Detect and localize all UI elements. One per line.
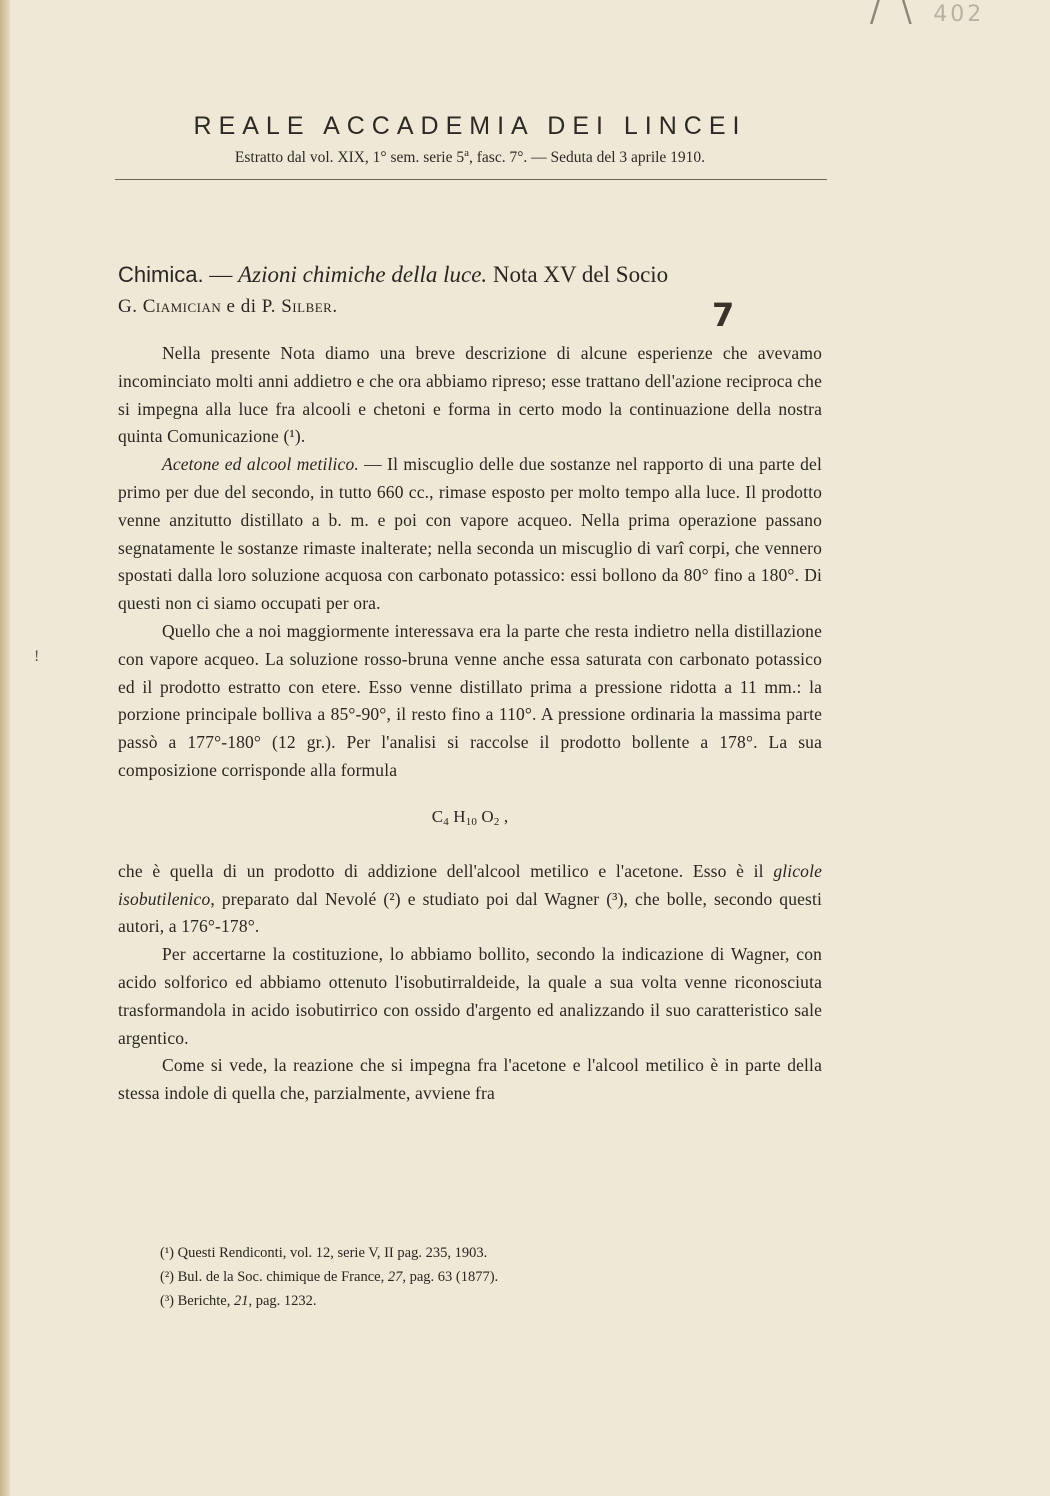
corner-number: 402 <box>933 2 985 27</box>
author-conjunction: e di P. <box>226 296 276 317</box>
note-label: Nota XV del Socio <box>492 262 669 287</box>
paragraph-1: Nella presente Nota diamo una breve descrizione di alcune esperienze che avevamo incominciato molti anni addietro e che ora abbiamo ripreso; esse trattano dell'azione reciproca che si impegna alla luce fra alcooli e chetoni e forma in certo modo la continuazione della nostra quinta Comunicazione (¹). <box>118 343 822 447</box>
page-edge <box>0 0 10 1496</box>
author-silber: Silber. <box>281 296 338 317</box>
corner-mark: / \ <box>870 0 918 29</box>
title-dash: — <box>209 262 233 287</box>
article-subject: Azioni chimiche della luce. <box>238 262 488 287</box>
paragraph-2-text: — Il miscuglio delle due sostanze nel rapporto di una parte del primo per due del secondo, in tutto 660 cc., rimase esposto per molto tempo alla luce. Il prodotto venne anzitutto distillato a b. m. e poi con vapore acqueo. Nella prima operazione passano segnatamente le sostanze rimaste inalterate; nella seconda un miscuglio di varî corpi, che vennero spostati dalla loro soluzione acquosa con carbonato potassico: essi bollono da 80° fino a 180°. Di questi non ci siamo occupati per ora. <box>118 454 822 614</box>
glicole-term: glicole isobutilenico <box>118 860 822 909</box>
footnote-3: (³) Berichte, 21, pag. 1232. <box>160 1293 317 1309</box>
header-rule <box>115 179 827 180</box>
footnote-2: (²) Bul. de la Soc. chimique de France, 27, pag. 63 (1877). <box>160 1269 499 1285</box>
paragraph-2 <box>118 451 822 618</box>
handwritten-corner-note <box>870 0 1040 34</box>
paragraph-2-lead: Acetone ed alcool metilico. <box>162 454 359 475</box>
handwritten-number: 7 <box>712 296 735 334</box>
article-title <box>118 262 823 288</box>
paragraph-3: Quello che a noi maggiormente interessava era la parte che resta indietro nella distillazione con vapore acqueo. La soluzione rosso-bruna venne anche essa saturata con carbonato potassico ed il prodotto estratto con etere. Esso venne distillato prima a pressione ridotta a 11 mm.: la porzione principale bolliva a 85°-90°, il resto fino a 110°. A pressione ordinaria la massima parte passò a 177°-180° (12 gr.). Per l'analisi si raccolse il prodotto bollente a 178°. La sua composizione corrisponde alla formula <box>118 620 822 780</box>
article-body <box>118 340 822 1108</box>
author-ciamician: Ciamician <box>142 296 222 317</box>
chemical-formula: $C_4$ $H_{10}$ $O_2$ , <box>431 806 509 828</box>
author-initial: G. <box>118 296 138 317</box>
paragraph-5: Per accertarne la costituzione, lo abbiamo bollito, secondo la indicazione di Wagner, con acido solforico ed abbiamo ottenuto l'isobutirraldeide, la quale a sua volta venne riconosciuta trasformandola in acido isobutirrico con ossido d'argento ed analizzando il suo caratteristico sale argentico. <box>118 944 822 1048</box>
paragraph-6: Come si vede, la reazione che si impegna fra l'acetone e l'alcool metilico è in parte della stessa indole di quella che, parzialmente, avviene fra <box>118 1055 822 1104</box>
extract-line: Estratto dal vol. XIX, 1° sem. serie 5$^a$, fasc. 7°. — Seduta del 3 aprile 1910. <box>234 147 706 166</box>
academy-masthead: REALE ACCADEMIA DEI LINCEI <box>193 112 747 140</box>
margin-mark: ! <box>34 648 40 665</box>
footnotes <box>160 1241 820 1313</box>
authors <box>118 296 338 318</box>
field-name: Chimica. <box>118 262 204 287</box>
footnote-1: (¹) Questi Rendiconti, vol. 12, serie V, II pag. 235, 1903. <box>160 1245 488 1261</box>
paragraph-4: che è quella di un prodotto di addizione dell'alcool metilico e l'acetone. Esso è il glicole isobutilenico, preparato dal Nevolé (²) e studiato poi dal Wagner (³), che bolle, secondo questi autori, a 176°-178°. <box>118 860 822 937</box>
